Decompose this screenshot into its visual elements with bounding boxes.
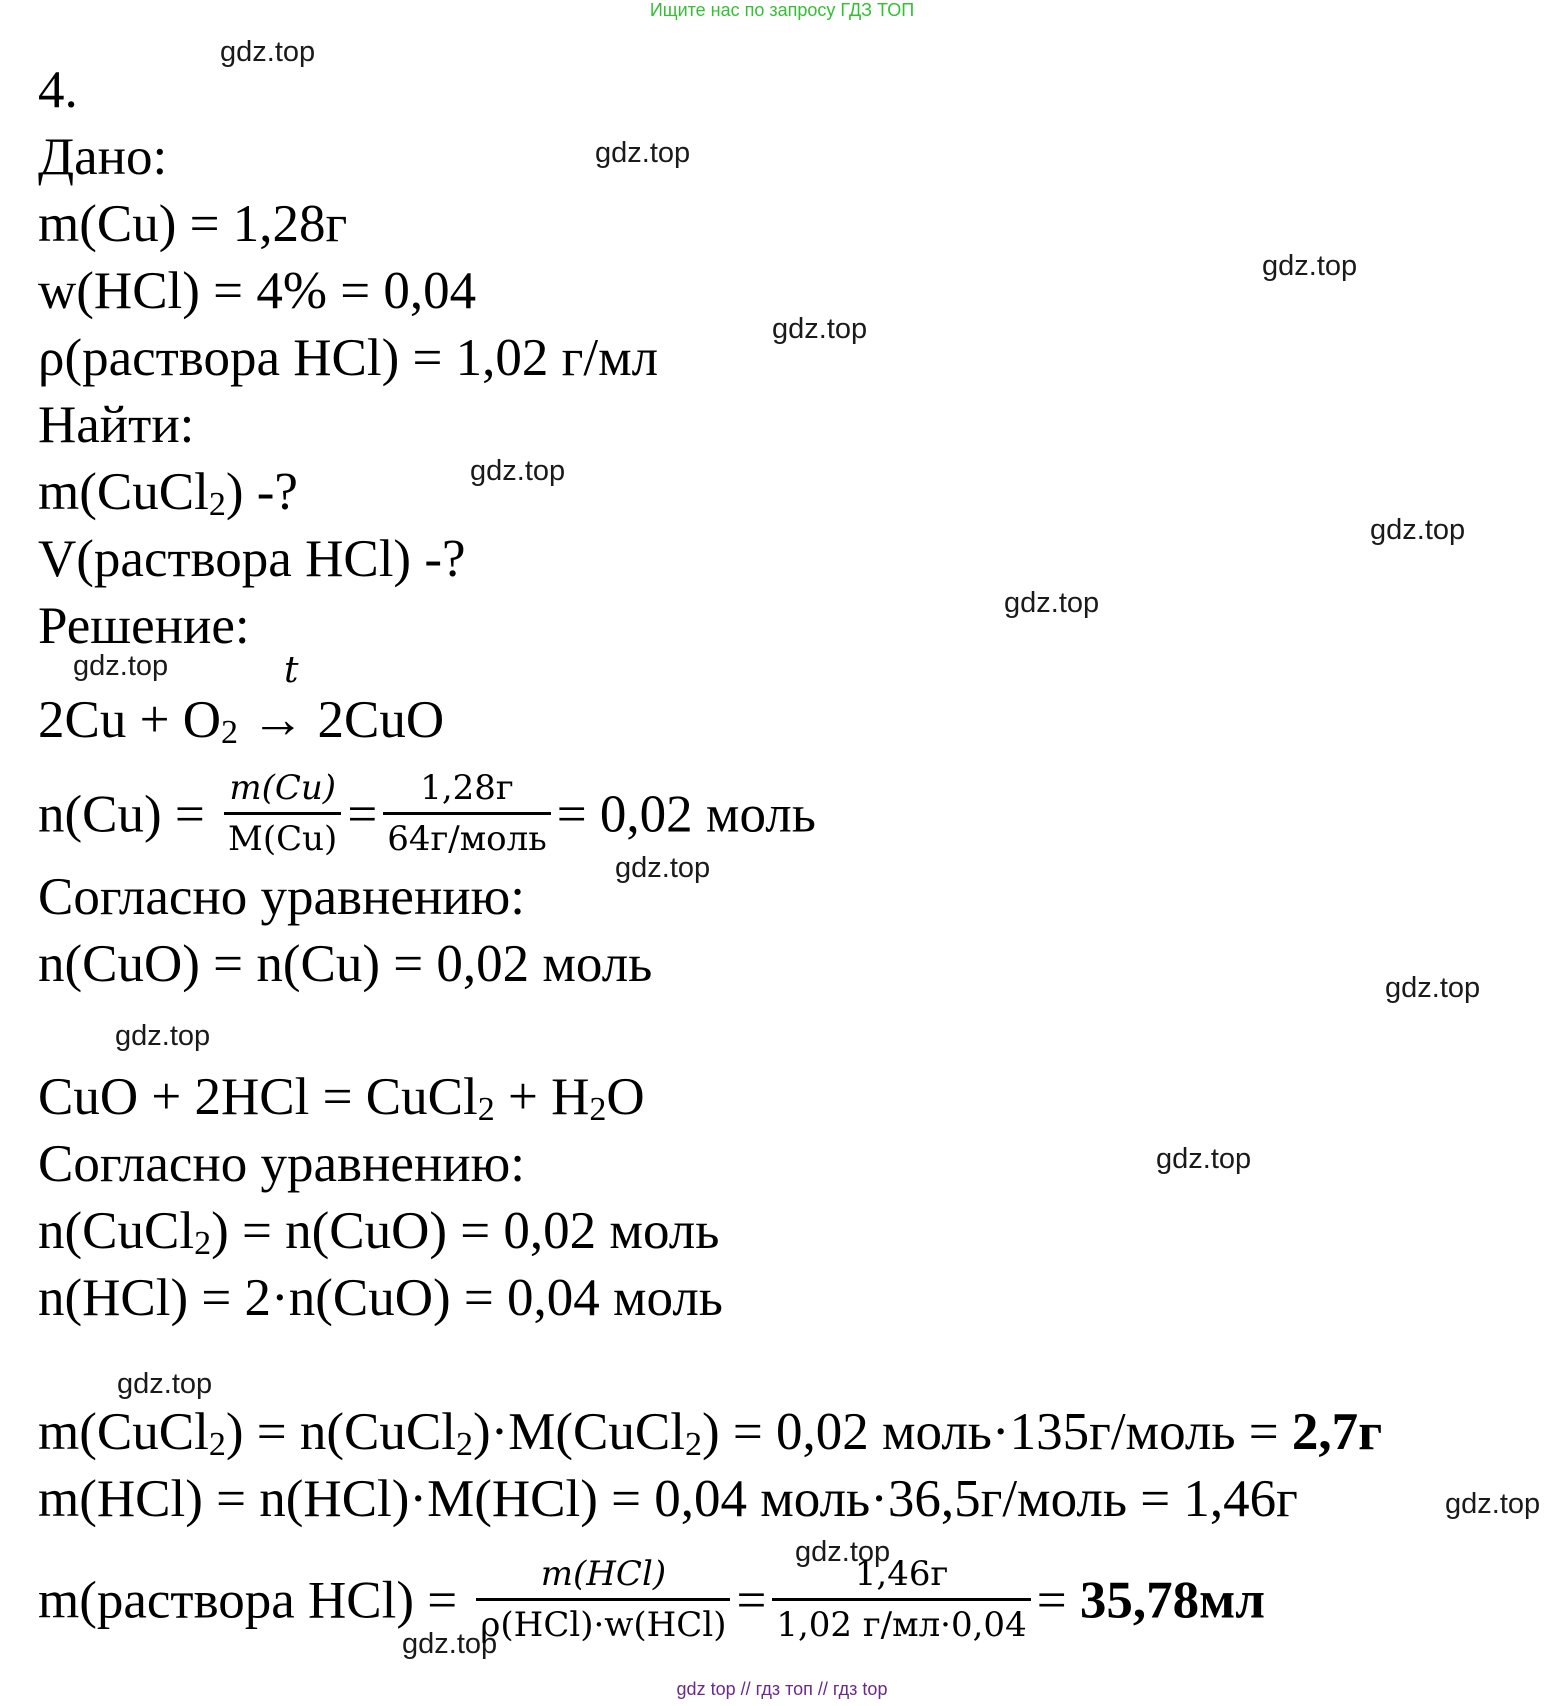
given-label: Дано:: [38, 128, 168, 186]
fraction-solution-values: $\frac{1,46г}{1,02 г/мл\cdot 0,04}$: [772, 1550, 1030, 1649]
find-volume: V(раствора HCl) -?: [38, 530, 466, 588]
n-cuo: n(CuO) = n(Cu) = 0,02 моль: [38, 935, 653, 993]
n-cucl2: n(CuCl$_2$) = n(CuO) = 0,02 моль: [38, 1202, 720, 1262]
footer-note: gdz top // гдз топ // гдз top: [676, 1679, 888, 1699]
given-fraction-hcl: w(HCl) = 4% = 0,04: [38, 262, 477, 320]
given-mass-cu: m(Cu) = 1,28г: [38, 195, 348, 253]
watermark: gdz.top: [1445, 1488, 1541, 1520]
reaction-condition: t: [284, 650, 299, 691]
n-hcl: n(HCl) = 2·n(CuO) = 0,04 моль: [38, 1269, 723, 1327]
watermark: gdz.top: [470, 455, 566, 487]
watermark: gdz.top: [115, 1020, 211, 1052]
watermark: gdz.top: [73, 650, 169, 682]
header-note: Ищите нас по запросу ГДЗ ТОП: [649, 0, 915, 20]
answer-mass: 2,7г: [1291, 1403, 1383, 1461]
watermark: gdz.top: [220, 36, 316, 68]
n-cu-formula: n(Cu) = $\frac{m(Cu)}{M(Cu)}$ = $\frac{1,28г}{\text{64г/моль}}$ = 0,02 моль: [38, 770, 816, 869]
m-hcl: m(HCl) = n(HCl)·M(HCl) = 0,04 моль·36,5г/моль = 1,46г: [38, 1470, 1298, 1528]
find-mass-cucl2: m(CuCl$_2$) -?: [38, 463, 298, 523]
answer-volume: 35,78мл: [1079, 1571, 1265, 1630]
watermark: gdz.top: [595, 137, 691, 169]
fraction-solution-formula: $\frac{\text{m(HCl)}}{\text{ρ(HCl)·w(HCl)}}$: [476, 1550, 730, 1649]
find-label: Найти:: [38, 396, 195, 454]
watermark: gdz.top: [615, 852, 711, 884]
watermark: gdz.top: [1004, 587, 1100, 619]
watermark: gdz.top: [1262, 250, 1358, 282]
m-cucl2: m(CuCl$_2$) = n(CuCl$_2$)·M(CuCl$_2$) = 0,02 моль·135г/моль = 2,7г: [38, 1403, 1383, 1463]
watermark: gdz.top: [1370, 514, 1466, 546]
according-1: Согласно уравнению:: [38, 868, 525, 926]
watermark: gdz.top: [402, 1628, 498, 1660]
watermark: gdz.top: [1385, 972, 1481, 1004]
reaction-1: $2Cu + O_2 \to 2CuO$: [38, 691, 445, 751]
fraction-values: $\frac{1,28г}{\text{64г/моль}}$: [383, 764, 551, 863]
watermark: gdz.top: [117, 1368, 213, 1400]
watermark: gdz.top: [1156, 1143, 1252, 1175]
watermark: gdz.top: [772, 313, 868, 345]
according-2: Согласно уравнению:: [38, 1135, 525, 1193]
fraction-m-over-M: $\frac{m(Cu)}{M(Cu)}$: [224, 764, 341, 863]
reaction-2: CuO + 2HCl = CuCl$_2$ + $H_2O$: [38, 1068, 645, 1128]
given-density: ρ(раствора HCl) = 1,02 г/мл: [38, 329, 659, 387]
problem-number: 4.: [38, 61, 78, 119]
watermark: gdz.top: [795, 1536, 891, 1568]
m-solution: m(раствора HCl) = $\frac{\text{m(HCl)}}{\text{ρ(HCl)·w(HCl)}}$ = $\frac{1,46г}{1,02 г/мл\cdot 0,04}$ = 35,78мл: [38, 1556, 1265, 1655]
solution-label: Решение:: [38, 597, 250, 655]
